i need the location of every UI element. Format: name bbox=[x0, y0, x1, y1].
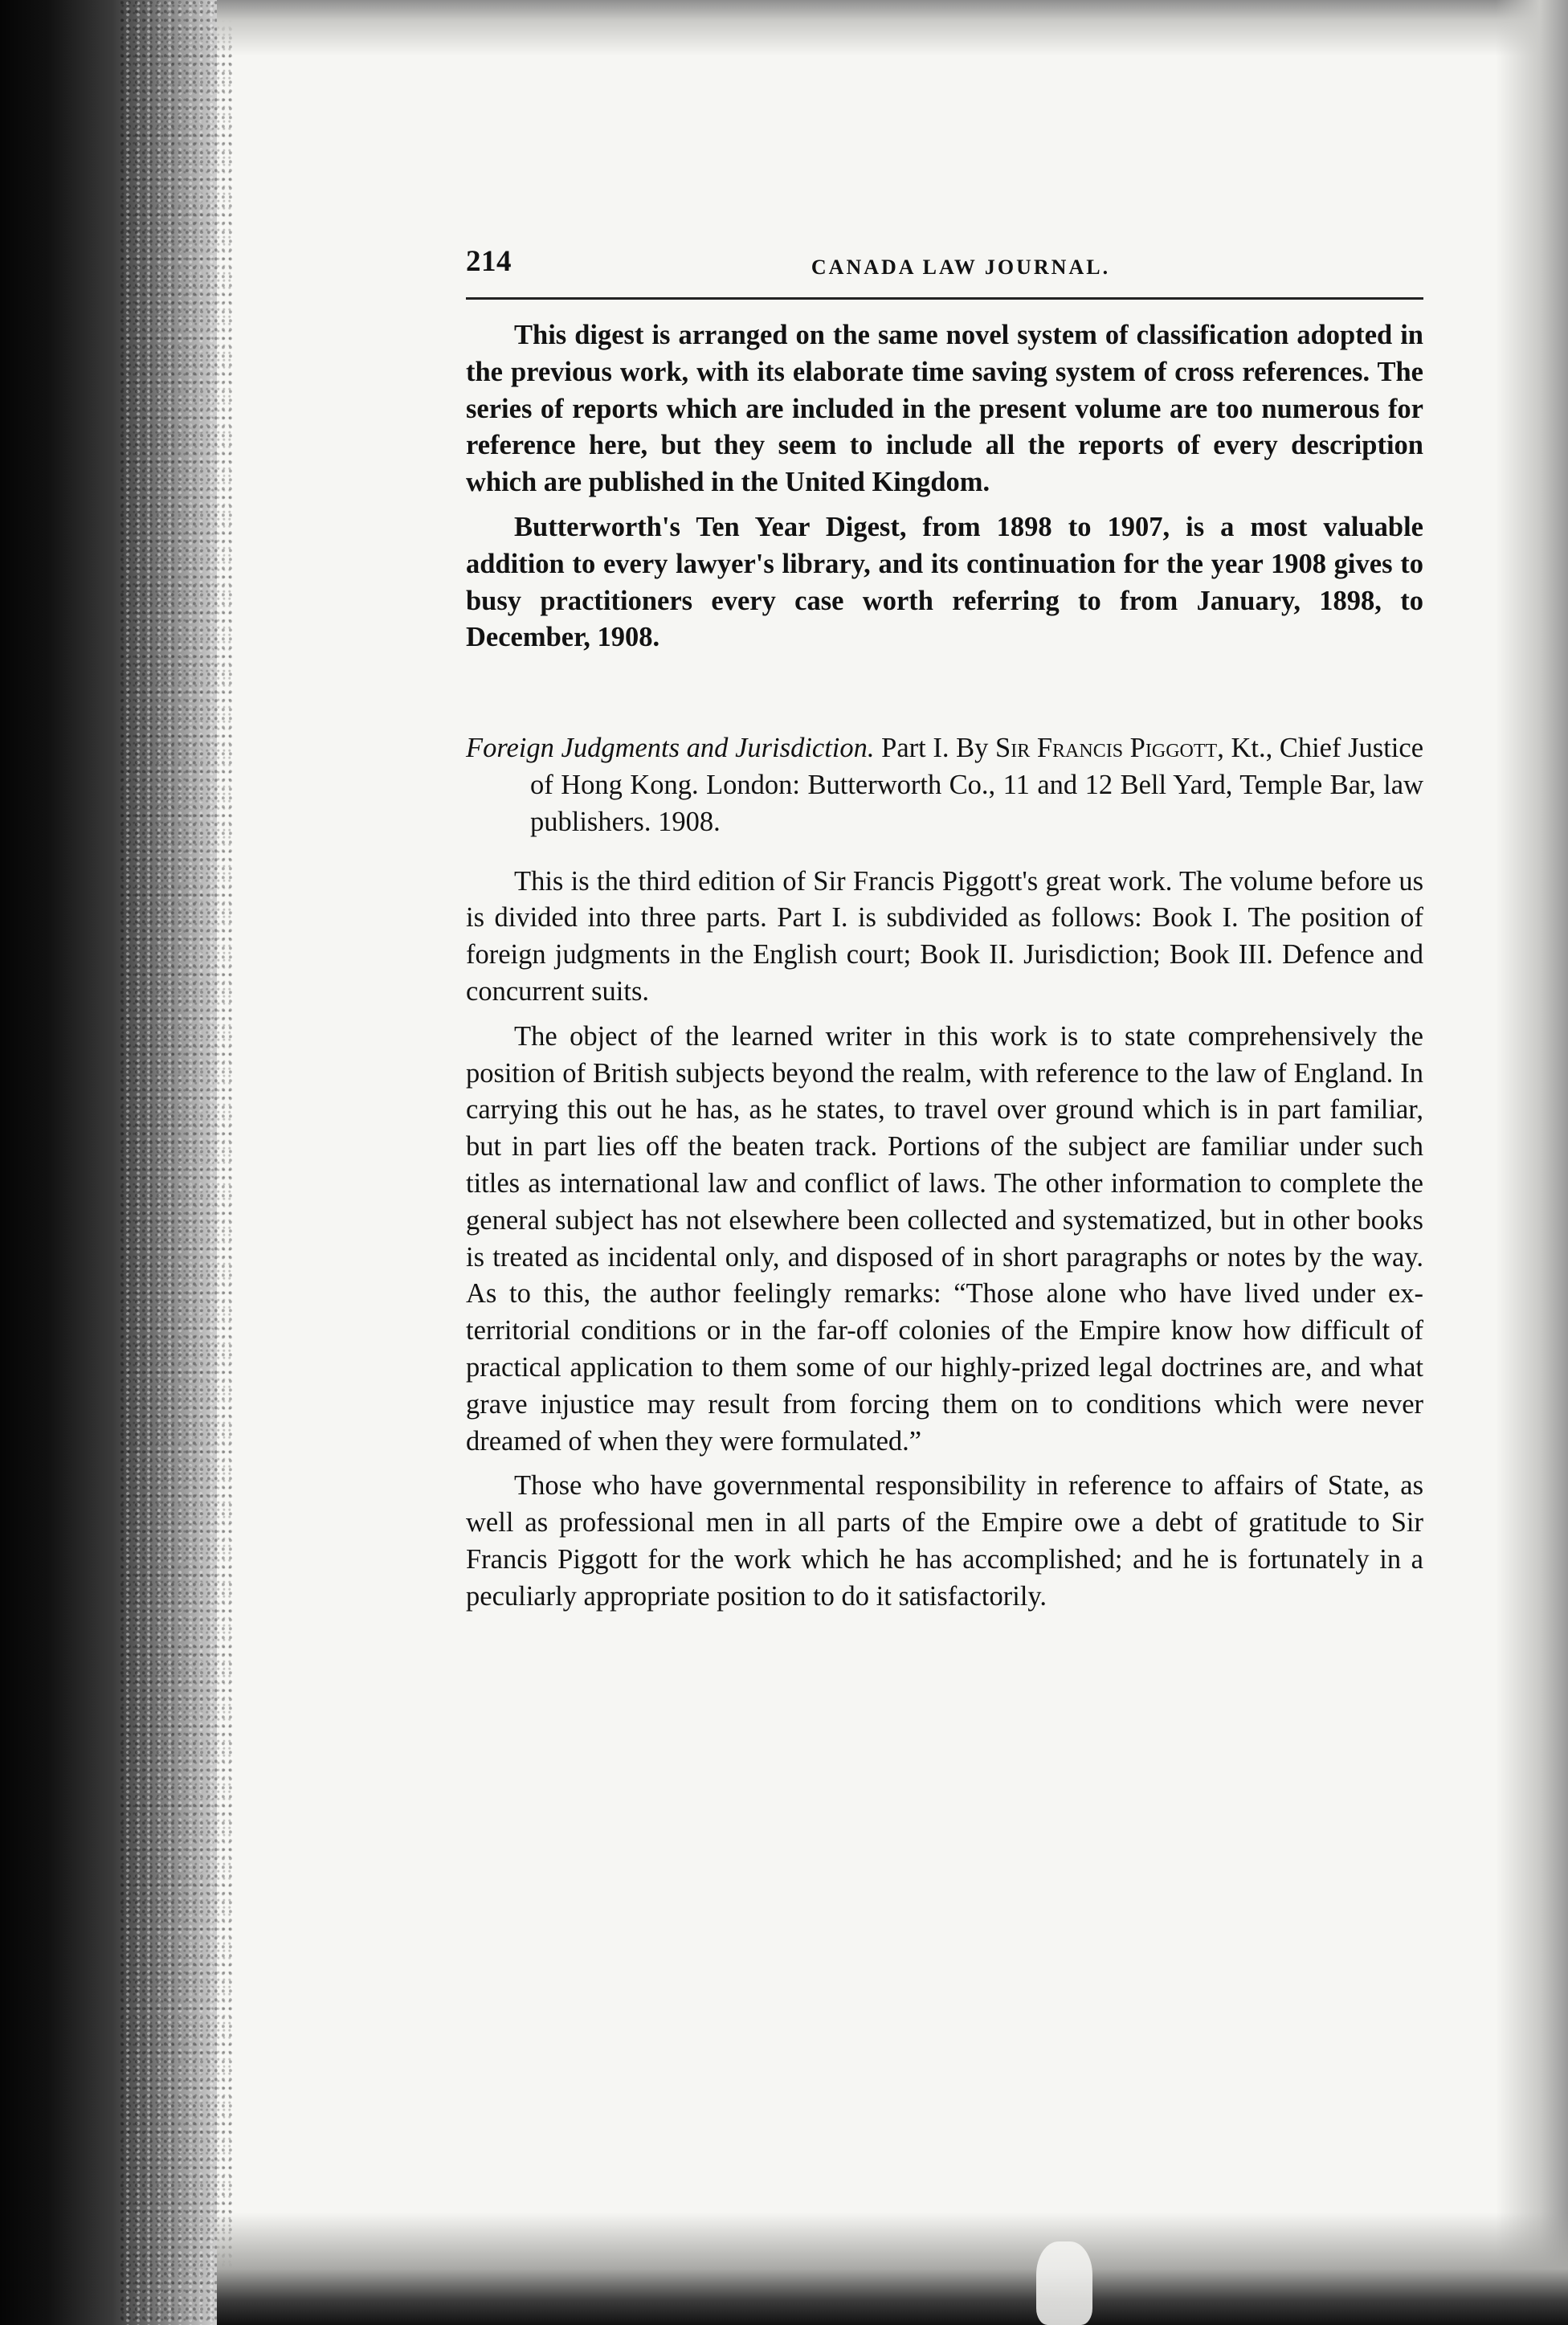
page-content bbox=[466, 239, 1423, 1624]
page-number: 214 bbox=[466, 245, 512, 278]
paragraph: Butterworth's Ten Year Digest, from 1898 to 1907, is a most valuable addition to every lawyer's library, and its continuation for the year 1908 gives to busy practitioners every case worth referring to from January, 1898, to December, 1908. bbox=[466, 511, 1423, 653]
scan-artifact bbox=[1036, 2241, 1092, 2325]
paragraph: This digest is arranged on the same novel system of classification adopted in the previous work, with its elaborate time saving system of cross references. The series of reports which are included in the present volume are too numerous for reference here, but they seem to include all the reports of every description which are published in the United Kingdom. bbox=[466, 320, 1423, 498]
gutter-noise bbox=[120, 0, 233, 2325]
header-rule bbox=[466, 297, 1423, 300]
book-details: , Kt., Chief Justice of Hong Kong. London: Butterworth Co., 11 and 12 Bell Yard, Temple Bar, law publishers. 1908. bbox=[530, 733, 1424, 837]
page-header bbox=[466, 239, 1423, 284]
digest-review bbox=[466, 317, 1423, 656]
paper-bottom-shadow bbox=[217, 2213, 1568, 2325]
paper-right-shadow bbox=[1496, 0, 1568, 2325]
book-citation bbox=[466, 730, 1423, 840]
book-title: Foreign Judgments and Jurisdiction. bbox=[466, 733, 875, 764]
paragraph: Those who have governmental responsibility in reference to affairs of State, as well as professional men in all parts of the Empire owe a debt of gratitude to Sir Francis Piggott for the work which he has accomplished; and he is fortunately in a peculiarly appropriate position to do it satisfactorily. bbox=[466, 1470, 1423, 1612]
paragraph: The object of the learned writer in this work is to state comprehensively the position of British subjects beyond the realm, with reference to the law of England. In carrying this out he has, as he states, to travel over ground which is in part familiar, but in part lies off the beaten track. Portions of the subject are familiar under such titles as international law and conflict of laws. The other information to complete the general subject has not elsewhere been collected and systematized, but in other books is treated as incidental only, and disposed of in short paragraphs or notes by the way. As to this, the author feelingly remarks: “Those alone who have lived under ex-territorial conditions or in the far-off colonies of the Empire know how difficult of practical application to them some of our highly-prized legal doctrines are, and what grave injustice may result from forcing them on to conditions which were never dreamed of when they were formulated.” bbox=[466, 1020, 1423, 1457]
book-part: Part I. By bbox=[881, 733, 989, 764]
book-review bbox=[466, 864, 1423, 1616]
paragraph: This is the third edition of Sir Francis Piggott's great work. The volume before us is divided into three parts. Part I. is subdivided as follows: Book I. The position of foreign judgments in the English court; Book II. Jurisdiction; Book III. Defence and concurrent suits. bbox=[466, 865, 1423, 1007]
paper-top-shadow bbox=[217, 0, 1568, 56]
running-head: CANADA LAW JOURNAL. bbox=[811, 255, 1111, 279]
book-author: Sir Francis Piggott bbox=[995, 733, 1218, 764]
